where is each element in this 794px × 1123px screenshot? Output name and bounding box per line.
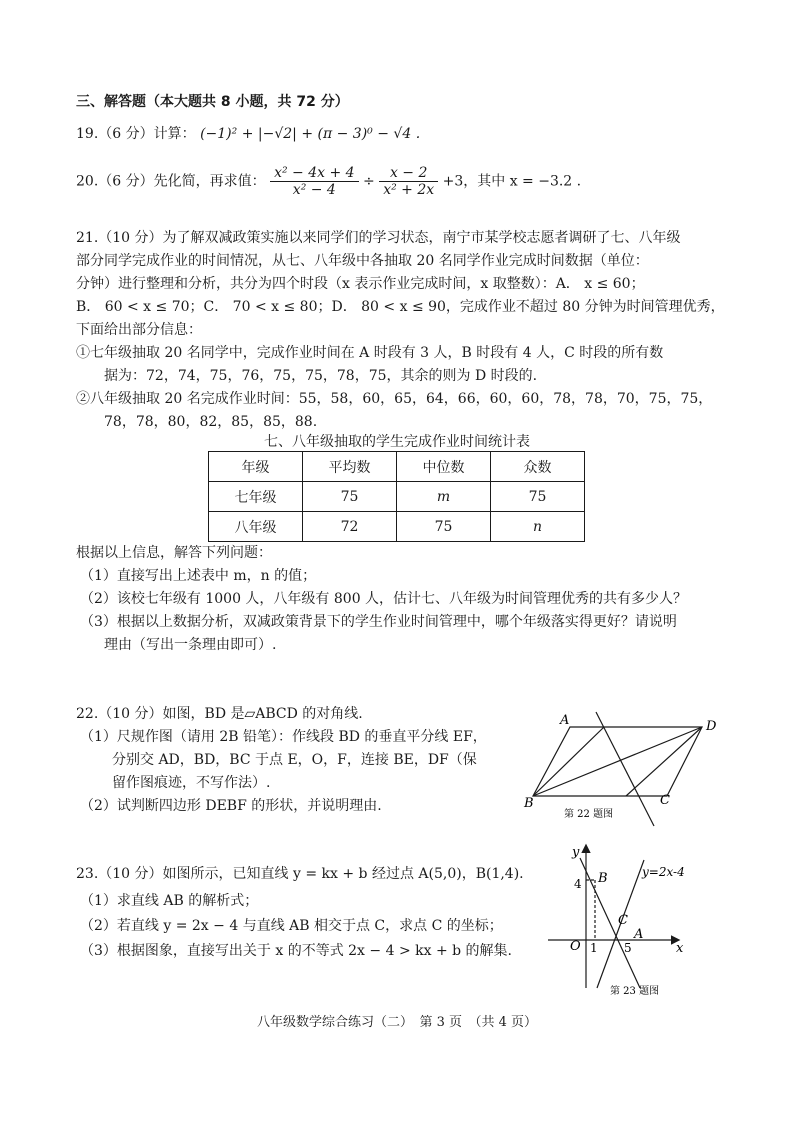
table-cell: 75 bbox=[397, 512, 491, 542]
q22-figure bbox=[520, 708, 720, 830]
table-cell: m bbox=[397, 482, 491, 512]
q22-sub-1b: 分别交 AD，BD，BC 于点 E，O，F，连接 BE，DF（保 bbox=[112, 752, 477, 768]
q23-sub-3: （3）根据图象，直接写出关于 x 的不等式 2x − 4 > kx + b 的解集. bbox=[80, 943, 512, 959]
q22-label-d: D bbox=[706, 719, 717, 734]
q21-sub-2: （2）该校七年级有 1000 人，八年级有 800 人，估计七、八年级为时间管理优秀的共有多少人？ bbox=[80, 591, 688, 607]
table-header-cell: 众数 bbox=[491, 452, 585, 482]
segment-df bbox=[626, 727, 702, 796]
q20-frac1-denominator: x² − 4 bbox=[292, 182, 336, 198]
q23-point-a: A bbox=[634, 927, 644, 942]
q23-tick-4: 4 bbox=[574, 877, 582, 891]
q21-sub-3a: （3）根据以上数据分析，双减政策背景下的学生作业时间管理中，哪个年级落实得更好？请说明 bbox=[80, 614, 677, 630]
table-header-cell: 平均数 bbox=[303, 452, 397, 482]
q21-info-2b: 78，78，80，82，85，85，88. bbox=[104, 414, 318, 430]
q22-sub-1a: （1）尺规作图（请用 2B 铅笔）：作线段 BD 的垂直平分线 EF， bbox=[80, 729, 487, 745]
q19-label: 19.（6 分）计算： bbox=[76, 126, 196, 142]
table-cell: 七年级 bbox=[209, 482, 303, 512]
q21-info-1b: 据为：72，74，75，76，75，75，78，75，其余的则为 D 时段的. bbox=[104, 368, 538, 384]
table-cell: n bbox=[491, 512, 585, 542]
segment-be bbox=[533, 727, 604, 796]
q23-line-label: y=2x-4 bbox=[642, 865, 685, 879]
table-cell: 八年级 bbox=[209, 512, 303, 542]
q23-origin-label: O bbox=[570, 939, 581, 954]
q23-point-b: B bbox=[598, 871, 608, 886]
q22-label-b: B bbox=[524, 796, 534, 811]
table-cell: 75 bbox=[491, 482, 585, 512]
q22-sub-1c: 留作图痕迹，不写作法）. bbox=[112, 775, 271, 791]
q21-sub-1: （1）直接写出上述表中 m，n 的值； bbox=[80, 568, 317, 584]
q19 bbox=[76, 124, 420, 144]
q22-label-a: A bbox=[560, 713, 570, 728]
q22-sub-2: （2）试判断四边形 DEBF 的形状，并说明理由. bbox=[80, 798, 382, 814]
page-footer: 八年级数学综合练习（二） 第 3 页 （共 4 页） bbox=[256, 1015, 538, 1030]
line-ab bbox=[580, 858, 640, 988]
q20 bbox=[76, 165, 581, 198]
q23-axis-y-label: y bbox=[572, 845, 580, 860]
q23-axis-x-label: x bbox=[676, 941, 684, 956]
q22-label-c: C bbox=[660, 793, 670, 808]
table-row bbox=[209, 512, 585, 542]
q23-line-1: 23.（10 分）如图所示，已知直线 y = kx + b 经过点 A(5,0)，B(1,4). bbox=[76, 866, 524, 882]
q19-expression: (−1)² + |−√2| + (π − 3)⁰ − √4 . bbox=[200, 126, 421, 142]
diagonal-bd bbox=[533, 727, 702, 796]
q23-tick-5: 5 bbox=[624, 941, 632, 955]
q21-line-1: 21.（10 分）为了解双减政策实施以来同学们的学习状态，南宁市某学校志愿者调研了七、八年级 bbox=[76, 230, 681, 246]
q23-caption: 第 23 题图 bbox=[610, 986, 660, 997]
q23-point-c: C bbox=[618, 913, 628, 928]
q21-prompt: 根据以上信息，解答下列问题： bbox=[76, 545, 272, 561]
q21-line-4: B． 60 < x ≤ 70；C． 70 < x ≤ 80；D． 80 < x ≤ 90，完成作业不超过 80 分钟为时间管理优秀， bbox=[76, 299, 725, 315]
q23-figure bbox=[540, 838, 700, 1000]
table-cell: 75 bbox=[303, 482, 397, 512]
q21-info-1a: ①七年级抽取 20 名同学中，完成作业时间在 A 时段有 3 人，B 时段有 4 人，C 时段的所有数 bbox=[76, 345, 664, 361]
q20-operator: ÷ bbox=[363, 173, 375, 190]
table-header-row bbox=[209, 452, 585, 482]
q20-fraction-1 bbox=[270, 165, 358, 198]
q22-caption: 第 22 题图 bbox=[564, 809, 614, 820]
q20-label: 20.（6 分）先化简，再求值： bbox=[76, 173, 266, 190]
q22-line-1: 22.（10 分）如图，BD 是▱ABCD 的对角线. bbox=[76, 706, 363, 722]
table-header-cell: 中位数 bbox=[397, 452, 491, 482]
q21-table-title: 七、八年级抽取的学生完成作业时间统计表 bbox=[264, 434, 530, 450]
q21-stats-table bbox=[208, 451, 585, 542]
q23-sub-2: （2）若直线 y = 2x − 4 与直线 AB 相交于点 C，求点 C 的坐标； bbox=[80, 918, 503, 934]
q20-frac2-numerator: x − 2 bbox=[379, 165, 438, 182]
table-header-cell: 年级 bbox=[209, 452, 303, 482]
q20-tail: +3，其中 x = −3.2 . bbox=[442, 173, 582, 190]
q21-line-2: 部分同学完成作业的时间情况，从七、八年级中各抽取 20 名同学作业完成时间数据（单位： bbox=[76, 253, 649, 269]
q20-fraction-2 bbox=[379, 165, 438, 198]
q21-sub-3b: 理由（写出一条理由即可）. bbox=[104, 637, 277, 653]
q20-frac1-numerator: x² − 4x + 4 bbox=[270, 165, 358, 182]
q21-info-2a: ②八年级抽取 20 名完成作业时间：55，58，60，65，64，66，60，60，78，78，70，75，75， bbox=[76, 391, 713, 407]
q21-line-3: 分钟）进行整理和分析，共分为四个时段（x 表示作业完成时间，x 取整数）：A． x ≤ 60； bbox=[76, 276, 645, 292]
q20-frac2-denominator: x² + 2x bbox=[383, 182, 435, 198]
section-heading: 三、解答题（本大题共 8 小题，共 72 分） bbox=[76, 94, 349, 110]
q23-tick-1: 1 bbox=[590, 941, 598, 955]
q23-sub-1: （1）求直线 AB 的解析式； bbox=[80, 893, 259, 909]
table-row bbox=[209, 482, 585, 512]
q21-line-5: 下面给出部分信息： bbox=[76, 322, 202, 338]
table-cell: 72 bbox=[303, 512, 397, 542]
